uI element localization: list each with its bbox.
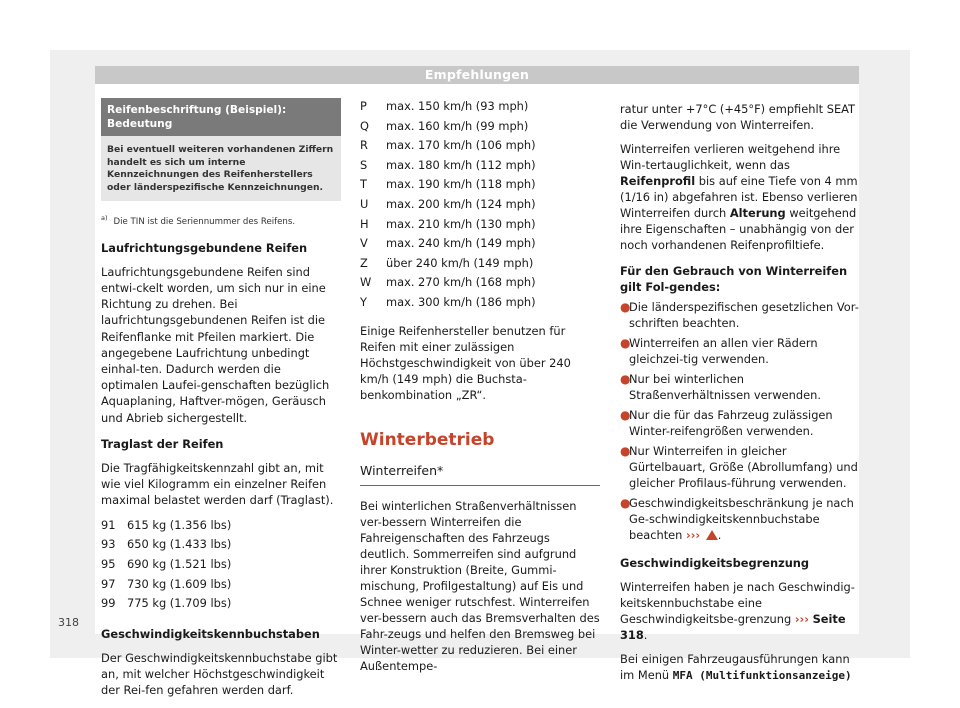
load-index: 97 [101, 576, 116, 591]
speed-letter: P [360, 99, 367, 113]
footnote-mark: a) [101, 214, 108, 222]
paragraph-speed: Der Geschwindigkeitskennbuchstabe gibt an, mit welcher Höchstgeschwindigkeit der Rei-fen gefahren werden darf. [101, 650, 338, 697]
load-index: 95 [101, 557, 116, 572]
table-row [360, 117, 600, 137]
load-value: 730 kg (1.609 lbs) [127, 576, 232, 591]
note-title: Reifenbeschriftung (Beispiel): Bedeutung [101, 98, 341, 136]
speed-value: max. 190 km/h (118 mph) [386, 177, 536, 192]
note-box [101, 98, 341, 201]
menu-name: MFA (Multifunktionsanzeige) [672, 669, 852, 682]
speed-table [360, 97, 600, 313]
bullet-dot: ● [620, 408, 631, 422]
speed-letter: Y [360, 294, 367, 309]
paragraph-loss [620, 141, 860, 253]
column-3 [620, 101, 860, 684]
table-row [360, 254, 600, 274]
warning-icon[interactable] [706, 530, 718, 540]
list-item [620, 371, 860, 403]
header-band [95, 66, 859, 84]
speed-value: max. 150 km/h (93 mph) [386, 99, 529, 113]
speed-letter: T [360, 177, 367, 192]
text-bold-profile: Reifenprofil [620, 174, 696, 188]
reference-arrow[interactable]: ››› [686, 528, 701, 542]
table-row [360, 293, 600, 313]
heading-load: Traglast der Reifen [101, 436, 224, 451]
paragraph-limit [620, 579, 860, 643]
speed-letter: S [360, 157, 368, 172]
page-number: 318 [58, 616, 79, 629]
table-row [101, 516, 341, 536]
table-row [101, 535, 341, 555]
list-item-text: Nur bei winterlichen Straßenverhältnissen verwenden. [629, 372, 821, 402]
list-item-text: Die länderspezifischen gesetzlichen Vor-schriften beachten. [629, 300, 859, 330]
list-item-text: Nur die für das Fahrzeug zulässigen Winter-reifengrößen verwenden. [629, 408, 833, 438]
text-run: Bei einigen Fahrzeugausführungen kann im Menü [620, 652, 850, 682]
load-index: 91 [101, 517, 116, 532]
list-item-text-wrap: Geschwindigkeitsbeschränkung je nach Ge-schwindigkeitskennbuchstabe beachten ››› . [629, 496, 854, 542]
list-item-text: Geschwindigkeitsbeschränkung je nach Ge-schwindigkeitskennbuchstabe beachten [629, 496, 854, 542]
table-row [360, 273, 600, 293]
load-index: 93 [101, 537, 116, 552]
speed-letter: H [360, 216, 369, 231]
speed-value: max. 210 km/h (130 mph) [386, 216, 536, 231]
table-row [360, 175, 600, 195]
table-row [360, 97, 600, 117]
heading-use: Für den Gebrauch von Winterreifen gilt Fol-gendes: [620, 264, 848, 294]
table-row [360, 234, 600, 254]
bullet-dot: ● [620, 300, 631, 314]
speed-value: über 240 km/h (149 mph) [386, 255, 534, 270]
text-run: Winterreifen verlieren weitgehend ihre Win-tertauglichkeit, wenn das [620, 142, 841, 172]
list-item [620, 443, 860, 491]
load-value: 615 kg (1.356 lbs) [127, 517, 232, 532]
table-row [360, 156, 600, 176]
text-run: Winterreifen haben je nach Geschwindig-keitskennbuchstabe eine Geschwindigkeitsbe-grenzung [620, 580, 855, 626]
paragraph-continued: ratur unter +7°C (+45°F) empfiehlt SEAT die Verwendung von Winterreifen. [620, 102, 856, 132]
bullet-dot: ● [620, 372, 631, 386]
load-value: 650 kg (1.433 lbs) [127, 537, 232, 552]
footnote [101, 212, 341, 228]
speed-value: max. 180 km/h (112 mph) [386, 157, 536, 172]
paragraph-zr: Einige Reifenhersteller benutzen für Reifen mit einer zulässigen Höchstgeschwindigkeit von über 240 km/h (149 mph) die Buchsta-benkombination „ZR“. [360, 323, 571, 402]
text-bold-aging: Alterung [729, 206, 786, 220]
speed-letter: R [360, 138, 368, 153]
paragraph-direction: Laufrichtungsgebundene Reifen sind entwi-ckelt worden, um sich nur in eine Richtung zu drehen. Bei laufrichtungsgebundenen Reifen ist die Reifenflanke mit Pfeilen markiert. Die angegebene Laufrichtung unbedingt einhal-ten. Dadurch werden die optimalen Laufei-genschaften bezüglich Aquaplaning, Haftver-mögen, Geräusch und Abrieb sichergestellt. [101, 264, 330, 425]
text-run: bis auf eine Tiefe von 4 mm (1/16 in) abgefahren ist. Ebenso verlieren Winterreifen durch [620, 174, 858, 220]
load-index: 99 [101, 596, 116, 611]
list-item-text: Winterreifen an allen vier Rädern gleichzei-tig verwenden. [629, 336, 818, 366]
speed-value: max. 200 km/h (124 mph) [386, 196, 536, 211]
table-row [101, 594, 341, 614]
speed-letter: Q [360, 118, 369, 133]
bullet-dot: ● [620, 496, 631, 510]
speed-value: max. 300 km/h (186 mph) [386, 294, 536, 309]
page-link[interactable]: Seite 318 [620, 612, 846, 642]
list-item-text: Nur Winterreifen in gleicher Gürtelbauart, Größe (Abrollumfang) und gleicher Profilaus-führung verwenden. [629, 444, 858, 490]
header-title: Empfehlungen [424, 67, 530, 82]
note-body: Bei eventuell weiteren vorhandenen Ziffern handelt es sich um interne Kennzeichnungen des Reifenherstellers oder länderspezifische Kennzeichnungen. [107, 144, 334, 193]
text-run: . [643, 628, 648, 642]
heading-speed: Geschwindigkeitskennbuchstaben [101, 626, 320, 641]
heading-direction: Laufrichtungsgebundene Reifen [101, 240, 308, 255]
sub-title: Winterreifen* [360, 463, 600, 486]
column-2 [360, 97, 600, 674]
reference-arrow: ››› [794, 612, 809, 626]
text-run: weitgehend ihre Eigenschaften – unabhängig von der noch vorhandenen Reifenprofiltiefe. [620, 206, 857, 252]
speed-letter: V [360, 236, 368, 251]
column-1 [101, 98, 341, 698]
bullet-dot: ● [620, 336, 631, 350]
section-title: Winterbetrieb [360, 429, 495, 450]
list-item [620, 407, 860, 439]
list-item [620, 335, 860, 367]
speed-letter: Z [360, 255, 368, 270]
speed-value: max. 270 km/h (168 mph) [386, 275, 536, 290]
table-row [101, 575, 341, 595]
speed-letter: U [360, 196, 369, 211]
table-row [360, 136, 600, 156]
speed-value: max. 240 km/h (149 mph) [386, 236, 536, 251]
footnote-text: Die TIN ist die Seriennummer des Reifens. [113, 216, 296, 227]
table-row [360, 195, 600, 215]
speed-value: max. 160 km/h (99 mph) [386, 118, 529, 133]
paragraph-winter: Bei winterlichen Straßenverhältnissen ver-bessern Winterreifen die Fahreigenschaften des Fahrzeugs deutlich. Sommerreifen sind aufgrund ihrer Konstruktion (Breite, Gummi-mischung, Profilgestaltung) auf Eis und Schnee weniger rutschfest. Winterreifen ver-bessern auch das Bremsverhalten des Fahr-zeugs und helfen den Bremsweg bei Winter-wetter zu reduzieren. Bei einer Außentempe- [360, 498, 600, 673]
heading-limit: Geschwindigkeitsbegrenzung [620, 556, 810, 570]
load-table [101, 516, 341, 614]
list-item [620, 299, 860, 331]
paragraph-mfa [620, 651, 860, 684]
table-row [101, 555, 341, 575]
speed-value: max. 170 km/h (106 mph) [386, 138, 536, 153]
load-value: 690 kg (1.521 lbs) [127, 557, 232, 572]
table-row [360, 215, 600, 235]
list-item [620, 495, 860, 543]
load-value: 775 kg (1.709 lbs) [127, 596, 232, 611]
paragraph-load: Die Tragfähigkeitskennzahl gibt an, mit wie viel Kilogramm ein einzelner Reifen maximal belastet werden darf (Traglast). [101, 460, 334, 507]
speed-letter: W [360, 275, 372, 290]
bullet-dot: ● [620, 444, 631, 458]
